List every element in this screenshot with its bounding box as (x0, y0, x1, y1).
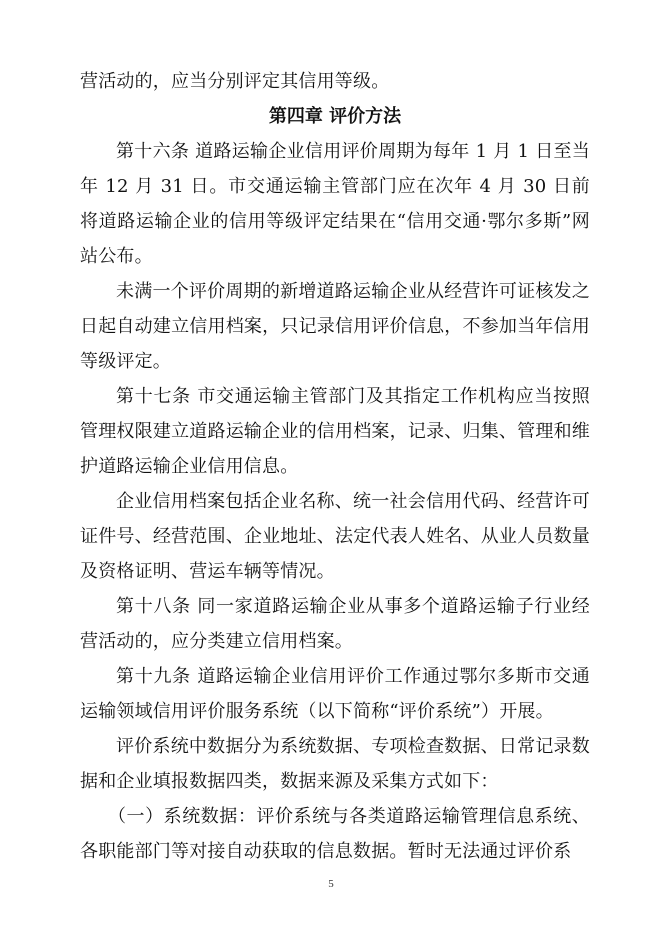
system-data-item-paragraph: （一）系统数据：评价系统与各类道路运输管理信息系统、各职能部门等对接自动获取的信息数据。暂时无法通过评价系 (80, 806, 590, 862)
article-19-paragraph: 第十九条 道路运输企业信用评价工作通过鄂尔多斯市交通运输领域信用评价服务系统（以下简称“评价系统”）开展。 (80, 666, 590, 722)
credit-file-contents-paragraph: 企业信用档案包括企业名称、统一社会信用代码、经营许可证件号、经营范围、企业地址、法定代表人姓名、从业人员数量及资格证明、营运车辆等情况。 (80, 491, 590, 582)
new-enterprise-paragraph: 未满一个评价周期的新增道路运输企业从经营许可证核发之日起自动建立信用档案，只记录信用评价信息，不参加当年信用等级评定。 (80, 281, 590, 372)
page-number: 5 (328, 878, 334, 890)
article-18-paragraph: 第十八条 同一家道路运输企业从事多个道路运输子行业经营活动的，应分类建立信用档案。 (80, 596, 590, 652)
article-17-paragraph: 第十七条 市交通运输主管部门及其指定工作机构应当按照管理权限建立道路运输企业的信用档案，记录、归集、管理和维护道路运输企业信用信息。 (80, 386, 590, 477)
article-16-paragraph: 第十六条 道路运输企业信用评价周期为每年 1 月 1 日至当年 12 月 31 日。市交通运输主管部门应在次年 4 月 30 日前将道路运输企业的信用等级评定结果在“信用交通·鄂尔多斯”网站公布。 (80, 141, 590, 267)
page-content (80, 64, 590, 869)
data-categories-paragraph: 评价系统中数据分为系统数据、专项检查数据、日常记录数据和企业填报数据四类，数据来源及采集方式如下： (80, 736, 590, 792)
chapter-heading: 第四章 评价方法 (268, 106, 402, 127)
paragraph-continuation: 营活动的，应当分别评定其信用等级。 (80, 71, 390, 92)
